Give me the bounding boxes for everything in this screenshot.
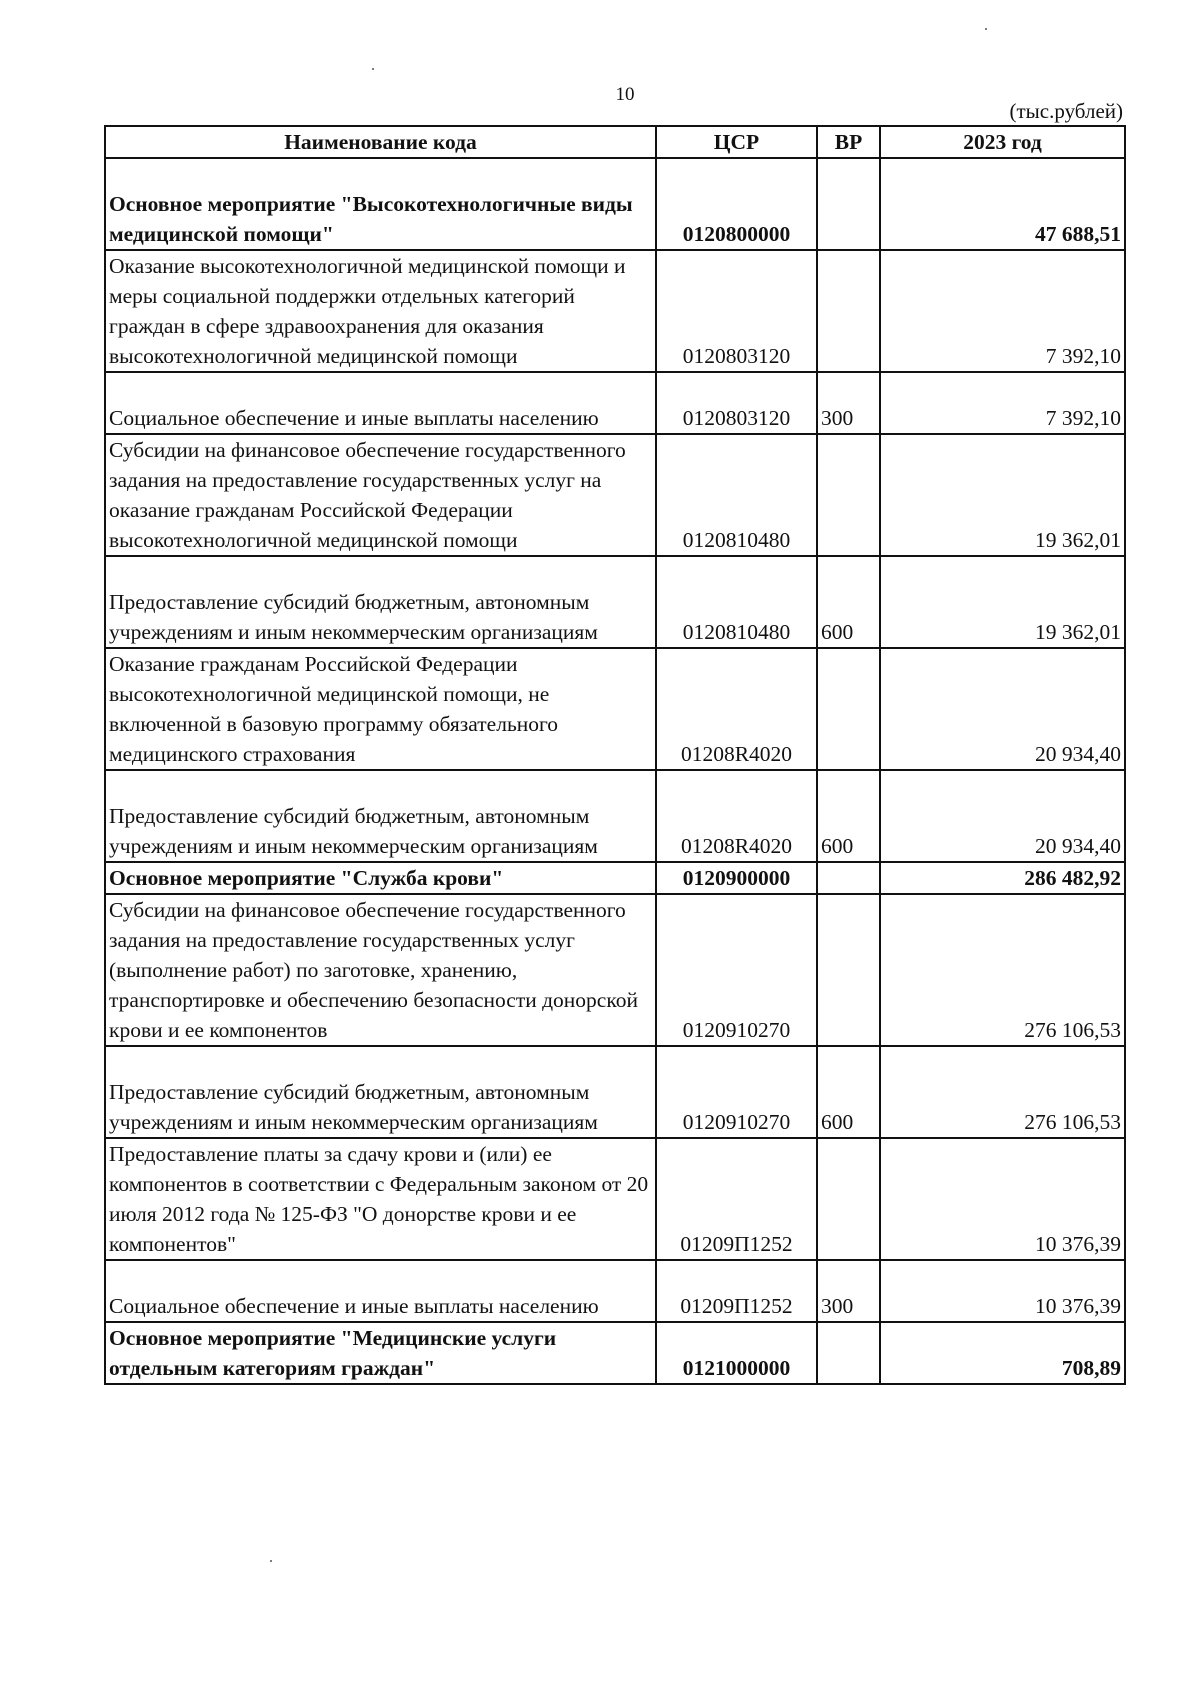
budget-table bbox=[104, 125, 1126, 1385]
table-row bbox=[105, 372, 1125, 434]
table-row bbox=[105, 648, 1125, 770]
row-name-cell: Предоставление субсидий бюджетным, автономным учреждениям и иным некоммерческим организациям bbox=[105, 770, 656, 862]
row-amount-cell: 10 376,39 bbox=[880, 1138, 1125, 1260]
row-name-cell: Предоставление платы за сдачу крови и (или) ее компонентов в соответствии с Федеральным законом от 20 июля 2012 года № 125-ФЗ "О донорстве крови и ее компонентов" bbox=[105, 1138, 656, 1260]
row-vr-cell bbox=[817, 250, 880, 372]
row-csr-cell: 01209П1252 bbox=[656, 1138, 817, 1260]
row-amount-cell: 708,89 bbox=[880, 1322, 1125, 1384]
page-number: 10 bbox=[615, 84, 635, 105]
table-row bbox=[105, 862, 1125, 894]
table-body bbox=[105, 158, 1125, 1384]
row-name-cell: Социальное обеспечение и иные выплаты населению bbox=[105, 372, 656, 434]
row-amount-cell: 10 376,39 bbox=[880, 1260, 1125, 1322]
row-csr-cell: 0120900000 bbox=[656, 862, 817, 894]
scan-speck bbox=[270, 1560, 272, 1562]
row-csr-cell: 0120810480 bbox=[656, 556, 817, 648]
table-row bbox=[105, 434, 1125, 556]
table-row bbox=[105, 1260, 1125, 1322]
row-name-cell: Социальное обеспечение и иные выплаты населению bbox=[105, 1260, 656, 1322]
row-vr-cell: 300 bbox=[817, 372, 880, 434]
row-amount-cell: 7 392,10 bbox=[880, 372, 1125, 434]
row-amount-cell: 7 392,10 bbox=[880, 250, 1125, 372]
scan-speck bbox=[985, 28, 987, 30]
row-csr-cell: 01208R4020 bbox=[656, 770, 817, 862]
row-amount-cell: 19 362,01 bbox=[880, 556, 1125, 648]
row-vr-cell bbox=[817, 434, 880, 556]
row-amount-cell: 276 106,53 bbox=[880, 894, 1125, 1046]
row-name-cell: Оказание гражданам Российской Федерации высокотехнологичной медицинской помощи, не включенной в базовую программу обязательного медицинского страхования bbox=[105, 648, 656, 770]
row-name-cell: Основное мероприятие "Служба крови" bbox=[105, 862, 656, 894]
row-csr-cell: 0120910270 bbox=[656, 1046, 817, 1138]
row-csr-cell: 01209П1252 bbox=[656, 1260, 817, 1322]
header-name: Наименование кода bbox=[105, 126, 656, 158]
row-amount-cell: 19 362,01 bbox=[880, 434, 1125, 556]
row-csr-cell: 0120803120 bbox=[656, 250, 817, 372]
row-name-cell: Предоставление субсидий бюджетным, автономным учреждениям и иным некоммерческим организациям bbox=[105, 556, 656, 648]
scan-speck bbox=[372, 68, 374, 70]
row-amount-cell: 20 934,40 bbox=[880, 770, 1125, 862]
row-vr-cell: 600 bbox=[817, 1046, 880, 1138]
table-row bbox=[105, 1046, 1125, 1138]
row-csr-cell: 0120800000 bbox=[656, 158, 817, 250]
row-name-cell: Оказание высокотехнологичной медицинской помощи и меры социальной поддержки отдельных категорий граждан в сфере здравоохранения для оказания высокотехнологичной медицинской помощи bbox=[105, 250, 656, 372]
row-vr-cell bbox=[817, 894, 880, 1046]
row-vr-cell: 600 bbox=[817, 556, 880, 648]
row-vr-cell bbox=[817, 648, 880, 770]
row-vr-cell bbox=[817, 1138, 880, 1260]
table-row bbox=[105, 556, 1125, 648]
table-row bbox=[105, 770, 1125, 862]
table-row bbox=[105, 158, 1125, 250]
header-row bbox=[105, 126, 1125, 158]
header-amount: 2023 год bbox=[880, 126, 1125, 158]
table-row bbox=[105, 894, 1125, 1046]
table-header bbox=[105, 126, 1125, 158]
row-csr-cell: 0121000000 bbox=[656, 1322, 817, 1384]
row-amount-cell: 47 688,51 bbox=[880, 158, 1125, 250]
row-vr-cell bbox=[817, 158, 880, 250]
row-amount-cell: 286 482,92 bbox=[880, 862, 1125, 894]
row-csr-cell: 0120810480 bbox=[656, 434, 817, 556]
table-row bbox=[105, 1138, 1125, 1260]
row-name-cell: Субсидии на финансовое обеспечение государственного задания на предоставление государственных услуг на оказание гражданам Российской Федерации высокотехнологичной медицинской помощи bbox=[105, 434, 656, 556]
row-vr-cell bbox=[817, 862, 880, 894]
row-vr-cell: 300 bbox=[817, 1260, 880, 1322]
table-row bbox=[105, 250, 1125, 372]
row-amount-cell: 20 934,40 bbox=[880, 648, 1125, 770]
row-vr-cell bbox=[817, 1322, 880, 1384]
row-vr-cell: 600 bbox=[817, 770, 880, 862]
row-csr-cell: 01208R4020 bbox=[656, 648, 817, 770]
row-csr-cell: 0120910270 bbox=[656, 894, 817, 1046]
row-name-cell: Предоставление субсидий бюджетным, автономным учреждениям и иным некоммерческим организациям bbox=[105, 1046, 656, 1138]
row-name-cell: Субсидии на финансовое обеспечение государственного задания на предоставление государственных услуг (выполнение работ) по заготовке, хранению, транспортировке и обеспечению безопасности донорской крови и ее компонентов bbox=[105, 894, 656, 1046]
row-name-cell: Основное мероприятие "Медицинские услуги отдельным категориям граждан" bbox=[105, 1322, 656, 1384]
units-label: (тыс.рублей) bbox=[1009, 99, 1123, 123]
row-name-cell: Основное мероприятие "Высокотехнологичные виды медицинской помощи" bbox=[105, 158, 656, 250]
row-amount-cell: 276 106,53 bbox=[880, 1046, 1125, 1138]
table-row bbox=[105, 1322, 1125, 1384]
header-vr: ВР bbox=[817, 126, 880, 158]
row-csr-cell: 0120803120 bbox=[656, 372, 817, 434]
header-csr: ЦСР bbox=[656, 126, 817, 158]
